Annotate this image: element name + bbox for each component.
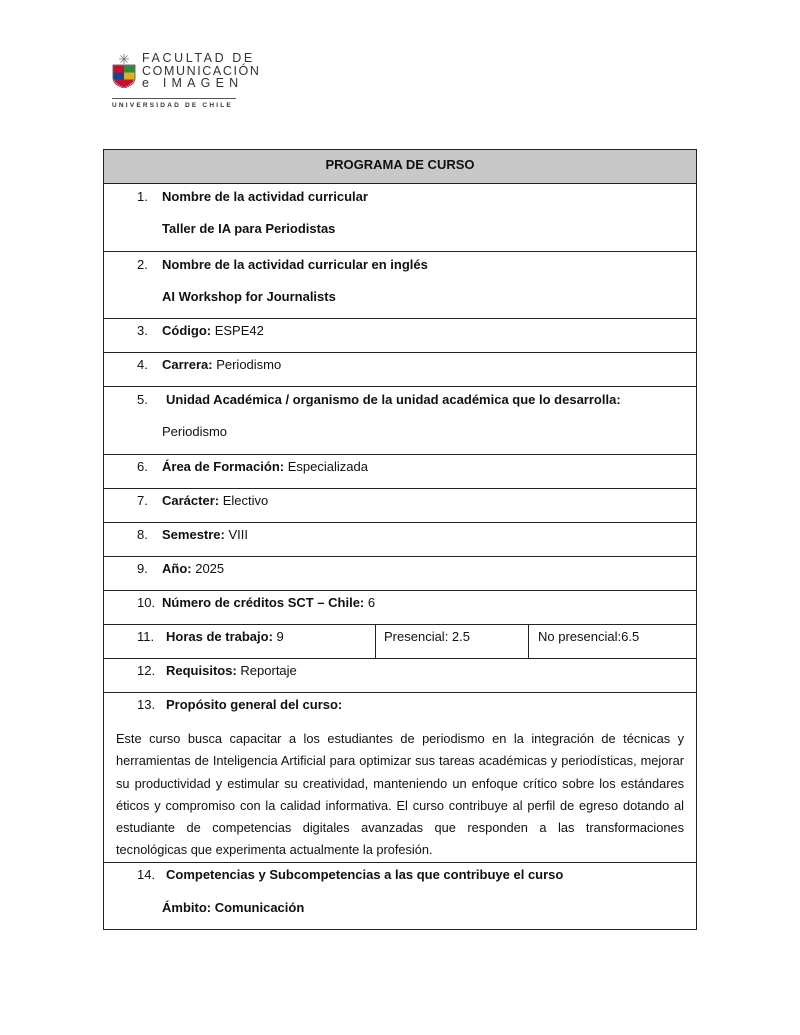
item-6-label: Área de Formación: — [162, 459, 285, 474]
item-13-label: Propósito general del curso: — [166, 697, 343, 712]
course-purpose-paragraph: Este curso busca capacitar a los estudiantes de periodismo en la integración de técnicas y herramientas de Inteligencia Artificial para optimizar sus tareas académicas y periodísticas, mejorar su productividad y estimular su creatividad, manteniendo un enfoque crítico sobre los estándares éticos y compromiso con la calidad informativa. El curso contribuye al perfil de egreso dotando al estudiante de competencias digitales avanzadas que responden a las transformaciones tecnológicas que experimenta actualmente la profesión. — [116, 731, 684, 858]
item-1-label: Nombre de la actividad curricular — [162, 189, 368, 204]
item-11-presencial: Presencial: 2.5 — [384, 629, 470, 644]
item-2-value: AI Workshop for Journalists — [162, 289, 336, 304]
logo-wordmark: FACULTAD DE COMUNICACIÓN e IMAGEN — [142, 51, 261, 90]
item-4-value: Periodismo — [212, 357, 282, 372]
item-7-row: 7. Carácter: Electivo — [104, 488, 696, 522]
item-12-row: 12. Requisitos: Reportaje — [104, 658, 696, 692]
item-9-value: 2025 — [191, 561, 225, 576]
item-11-row: 11. Horas de trabajo: 9 Presencial: 2.5 No presencial:6.5 — [104, 624, 696, 658]
item-7-label: Carácter: — [162, 493, 220, 508]
item-9-row: 9. Año: 2025 — [104, 556, 696, 590]
item-9-label: Año: — [162, 561, 192, 576]
logo-university: UNIVERSIDAD DE CHILE — [112, 102, 233, 109]
item-5-label: Unidad Académica / organismo de la unidad académica que lo desarrolla: — [166, 392, 621, 407]
course-program-table — [103, 149, 697, 930]
item-6-row: 6. Área de Formación: Especializada — [104, 454, 696, 488]
item-8-row: 8. Semestre: VIII — [104, 522, 696, 556]
logo-divider — [112, 98, 236, 99]
item-8-value: VIII — [224, 527, 248, 542]
item-14-label: Competencias y Subcompetencias a las que contribuye el curso — [166, 867, 564, 882]
faculty-logo — [110, 44, 261, 114]
university-crest-icon — [110, 54, 138, 88]
item-5-row: 5. Unidad Académica / organismo de la unidad académica que lo desarrolla: Periodismo — [104, 386, 696, 454]
item-2-label: Nombre de la actividad curricular en inglés — [162, 257, 428, 272]
item-10-label: Número de créditos SCT – Chile: — [162, 595, 365, 610]
item-11-label: Horas de trabajo: — [166, 629, 273, 644]
item-14-row: 14. Competencias y Subcompetencias a las que contribuye el curso Ámbito: Comunicación — [104, 862, 696, 929]
item-10-value: 6 — [364, 595, 376, 610]
item-1-value: Taller de IA para Periodistas — [162, 221, 336, 236]
item-4-row: 4. Carrera: Periodismo — [104, 352, 696, 386]
item-5-value: Periodismo — [162, 424, 228, 439]
item-10-row: 10. Número de créditos SCT – Chile: 6 — [104, 590, 696, 624]
item-3-row: 3. Código: ESPE42 — [104, 318, 696, 352]
item-13-row: 13. Propósito general del curso: Este curso busca capacitar a los estudiantes de periodismo en la integración de técnicas y herramientas de Inteligencia Artificial para optimizar sus tareas académicas y periodísticas, mejorar su productividad y estimular su creatividad, manteniendo un enfoque crítico sobre los estándares éticos y compromiso con la calidad informativa. El curso contribuye al perfil de egreso dotando al estudiante de competencias digitales avanzadas que responden a las transformaciones tecnológicas que experimenta actualmente la profesión. — [104, 692, 696, 862]
item-3-value: ESPE42 — [211, 323, 264, 338]
item-12-label: Requisitos: — [166, 663, 237, 678]
item-4-label: Carrera: — [162, 357, 213, 372]
item-14-value: Ámbito: Comunicación — [162, 900, 305, 915]
item-1-row: 1. Nombre de la actividad curricular Taller de IA para Periodistas — [104, 183, 696, 251]
item-2-row: 2. Nombre de la actividad curricular en inglés AI Workshop for Journalists — [104, 251, 696, 318]
item-7-value: Electivo — [219, 493, 269, 508]
item-8-label: Semestre: — [162, 527, 225, 542]
item-3-label: Código: — [162, 323, 212, 338]
item-11-value: 9 — [272, 629, 284, 644]
item-6-value: Especializada — [284, 459, 368, 474]
item-12-value: Reportaje — [236, 663, 297, 678]
item-11-no-presencial: No presencial:6.5 — [538, 629, 640, 644]
table-header: PROGRAMA DE CURSO — [104, 150, 696, 183]
